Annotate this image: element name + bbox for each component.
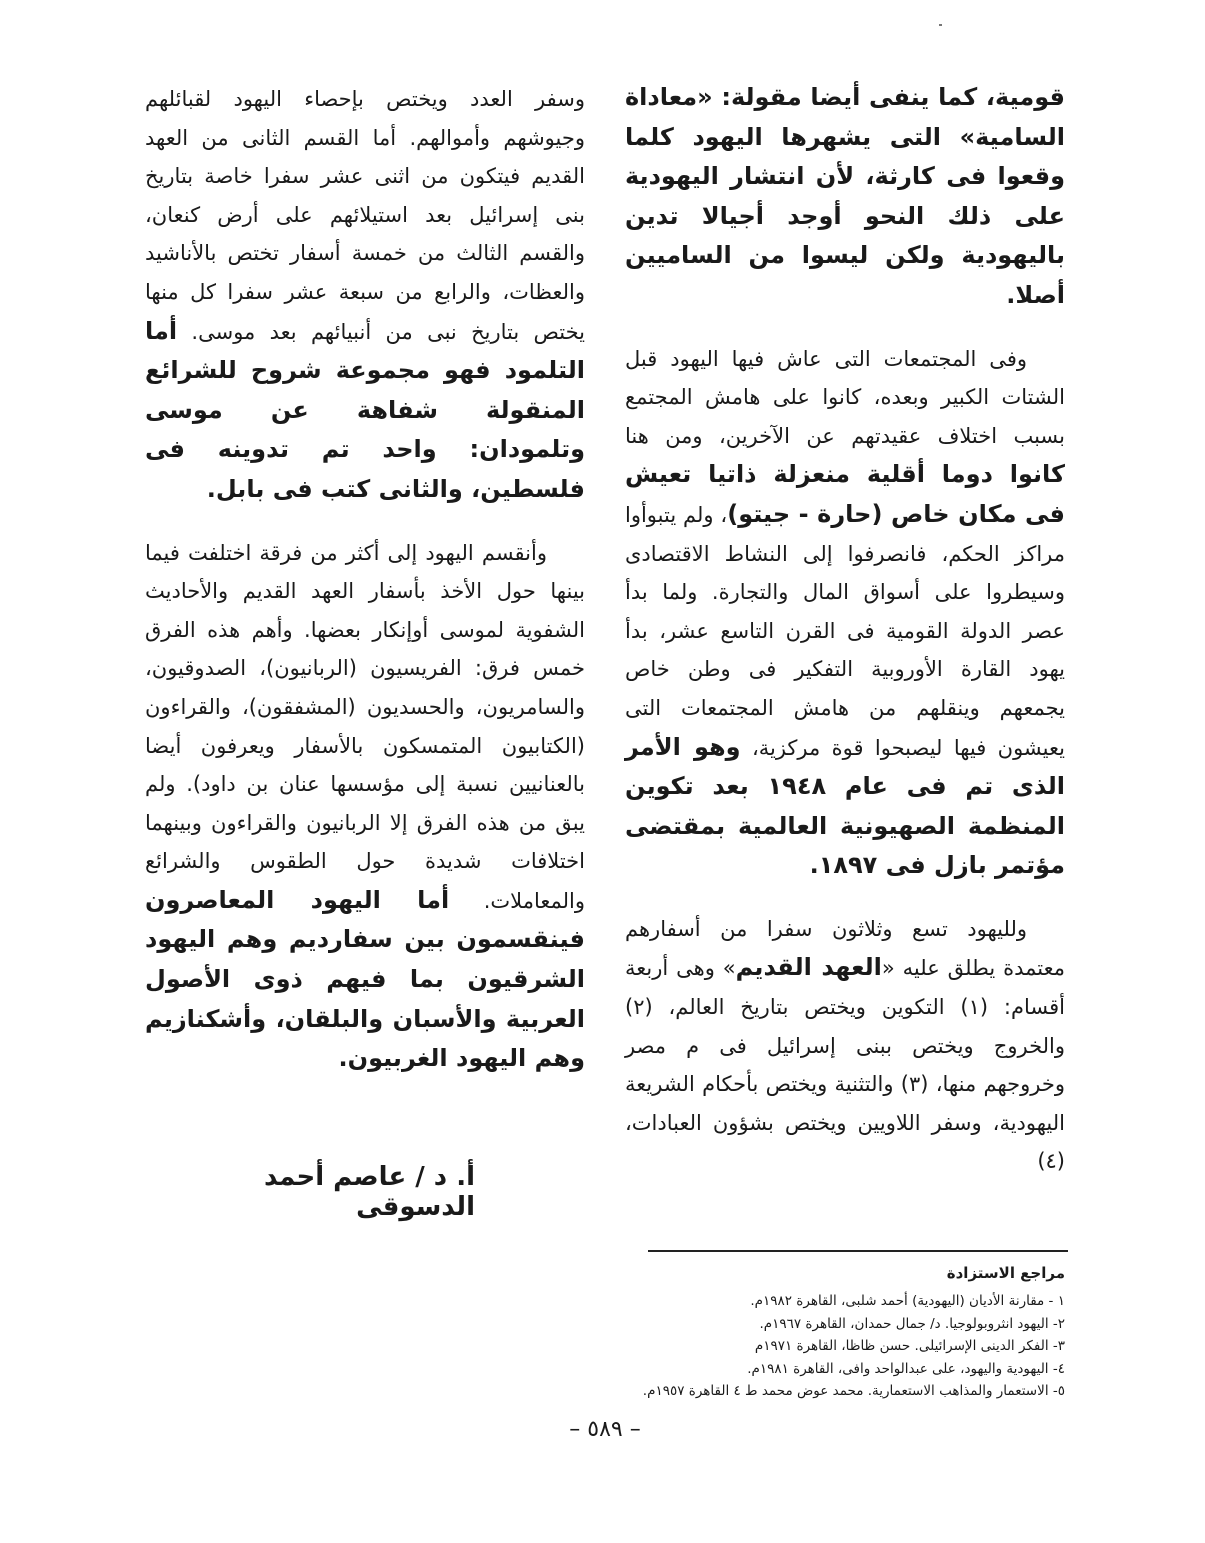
paragraph-left-1 (145, 80, 585, 510)
reference-item: ١ - مقارنة الأديان (اليهودية) أحمد شلبى، القاهرة ١٩٨٢م. (750, 1293, 1065, 1309)
paragraph-right-2 (625, 340, 1065, 886)
body-text: وفى المجتمعات التى عاش فيها اليهود قبل الشتات الكبير وبعده، كانوا على هامش المجتمع بسبب اختلاف عقيدتهم عن الآخرين، ومن هنا (625, 346, 1065, 448)
paragraph-right-3 (625, 910, 1065, 1181)
bold-text: أما التلمود فهو مجموعة شروح للشرائع المنقولة شفاهة عن موسى وتلمودان: واحد تم تدوينه فى فلسطين، والثانى كتب فى بابل. (145, 316, 585, 503)
body-text: » وهى أربعة أقسام: (١) التكوين ويختص بتاريخ العالم، (٢) والخروج ويختص ببنى إسرائيل فى م مصر وخروجهم منها، (٣) والتثنية ويختص بأحكام الشريعة اليهودية، وسفر اللاويين ويختص بشؤون العبادات، (٤) (625, 956, 1065, 1174)
left-column (145, 80, 585, 1079)
references-section (560, 1262, 1065, 1403)
body-text: ، ولم يتبوأوا مراكز الحكم، فانصرفوا إلى النشاط الاقتصادى وسيطروا على أسواق المال والتجارة. ولما بدأ عصر الدولة القومية فى القرن التاسع عشر، بدأ يهود القارة الأوروبية التفكير فى وطن خاص يجمعهم وينقلهم من هامش المجتمعات التى يعيشون فيها ليصبحوا قوة مركزية، (625, 502, 1065, 760)
references-title: مراجع الاستزادة (946, 1264, 1065, 1282)
paragraph-right-1 (625, 78, 1065, 316)
body-text: وسفر العدد ويختص بإحصاء اليهود لقبائلهم وجيوشهم وأموالهم. أما القسم الثانى من العهد القديم فيتكون من اثنى عشر سفرا خاصة بتاريخ بنى إسرائيل بعد استيلائهم على أرض كنعان، والقسم الثالث من خمسة أسفار تختص بالأناشيد والعظات، والرابع من سبعة عشر سفرا كل منها يختص بتاريخ نبى من أنبيائهم بعد موسى. (145, 87, 585, 344)
bold-text: أما اليهود المعاصرون فينقسمون بين سفارديم وهم اليهود الشرقيون بما فيهم ذوى الأصول العربية والأسبان والبلقان، وأشكنازيم وهم اليهود الغربيون. (145, 885, 585, 1073)
author-signature: أ. د / عاصم أحمد الدسوقى (264, 1162, 475, 1222)
body-text: وأنقسم اليهود إلى أكثر من فرقة اختلفت فيما بينها حول الأخذ بأسفار العهد القديم والأحاديث الشفوية لموسى أوإنكار بعضها. وأهم هذه الفرق خمس فرق: الفريسيون (الربانيون)، الصدوقيون، والسامريون، والحسديون (المشفقون)، والقراءون (الكتابيون المتمسكون بالأسفار ويعرفون أيضا بالعنانيين نسبة إلى مؤسسها عنان بن داود). ولم يبق من هذه الفرق إلا الربانيون والقراءون وبينهما اختلافات شديدة حول الطقوس والشرائع والمعاملات. (145, 540, 585, 913)
bold-text: وهو الأمر الذى تم فى عام ١٩٤٨ بعد تكوين المنظمة الصهيونية العالمية بمقتضى مؤتمر بازل فى ١٨٩٧. (625, 732, 1065, 880)
bold-text: العهد القديم (735, 953, 882, 982)
scan-mark (939, 24, 942, 26)
paragraph-left-2 (145, 534, 585, 1079)
bold-text: كانوا دوما أقلية منعزلة ذاتيا تعيش فى مكان خاص (حارة - جيتو) (625, 460, 1065, 528)
reference-item: ٣- الفكر الدينى الإسرائيلى. حسن ظاظا، القاهرة ١٩٧١م (754, 1338, 1065, 1354)
right-column (625, 78, 1065, 1181)
footnote-divider (648, 1250, 1068, 1252)
bold-text: قومية، كما ينفى أيضا مقولة: «معاداة السامية» التى يشهرها اليهود كلما وقعوا فى كارثة، لأن انتشار اليهودية على ذلك النحو أوجد أجيالا تدين باليهودية ولكن ليسوا من الساميين أصلا. (625, 83, 1065, 309)
page-number: – ٥٨٩ – (569, 1417, 641, 1442)
reference-item: ٤- اليهودية واليهود، على عبدالواحد وافى، القاهرة ١٩٨١م. (747, 1360, 1065, 1377)
body-text: ولليهود تسع وثلاثون سفرا من أسفارهم معتمدة يطلق عليه « (625, 916, 1065, 981)
reference-item: ٥- الاستعمار والمذاهب الاستعمارية. محمد عوض محمد ط ٤ القاهرة ١٩٥٧م. (642, 1383, 1065, 1399)
reference-item: ٢- اليهود انثروبولوجيا. د/ جمال حمدان، القاهرة ١٩٦٧م. (759, 1315, 1065, 1332)
